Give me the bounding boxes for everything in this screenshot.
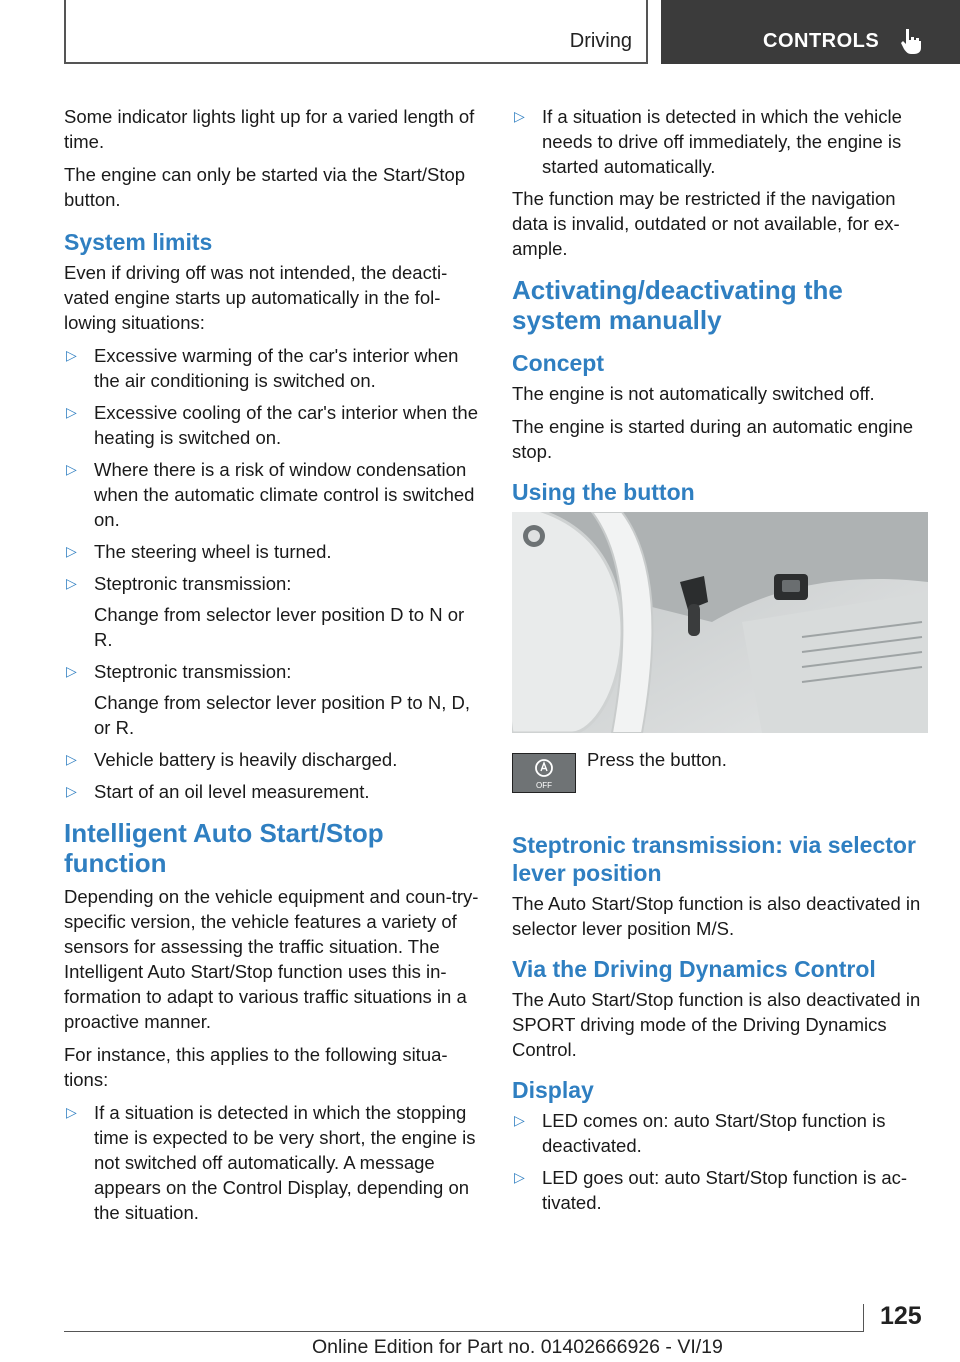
- list-item: ▷ LED goes out: auto Start/Stop function is ac‐tivated.: [514, 1167, 908, 1213]
- footer-divider: [863, 1304, 864, 1332]
- right-column: [512, 104, 928, 1222]
- using-button-heading: Using the button: [512, 479, 695, 505]
- left-column: [64, 104, 480, 1232]
- steptronic-text: The Auto Start/Stop function is also deactivated in selector lever position M/S.: [512, 893, 921, 939]
- list-item: ▷ The steering wheel is turned.: [66, 541, 332, 562]
- bullet-triangle-icon: ▷: [514, 1112, 525, 1128]
- list-item: ▷ If a situation is detected in which the stopping time is expected to be very short, the engine is not switched off automatically. A message appears on the Control Display, depending on the situation.: [66, 1102, 476, 1223]
- system-limits-list: [64, 343, 480, 804]
- bullet-triangle-icon: ▷: [66, 404, 77, 420]
- bullet-triangle-icon: ▷: [66, 783, 77, 799]
- dashboard-photo: [512, 512, 928, 733]
- ddc-text: The Auto Start/Stop function is also deactivated in SPORT driving mode of the Driving Dynamics Control.: [512, 989, 921, 1060]
- intelligent-text: Depending on the vehicle equipment and coun‐try-specific version, the vehicle features a variety of sensors for assessing the traffic situation. The Intelligent Auto Start/Stop function uses this in‐formation to adapt to various traffic situations in a proactive manner.: [64, 886, 479, 1032]
- bullet-triangle-icon: ▷: [66, 663, 77, 679]
- bullet-triangle-icon: ▷: [66, 575, 77, 591]
- header-section-label: Driving: [569, 30, 632, 52]
- system-limits-heading: System limits: [64, 229, 213, 255]
- bullet-triangle-icon: ▷: [66, 461, 77, 477]
- bullet-triangle-icon: ▷: [514, 108, 525, 124]
- concept-text: The engine is started during an automatic engine stop.: [512, 416, 914, 462]
- intelligent-text: For instance, this applies to the following situa‐tions:: [64, 1044, 448, 1090]
- list-item: ▷ Start of an oil level measurement.: [66, 781, 370, 802]
- bullet-triangle-icon: ▷: [514, 1169, 525, 1185]
- list-item: ▷ LED comes on: auto Start/Stop function is deactivated.: [514, 1110, 886, 1156]
- list-item: ▷ Steptronic transmission: Change from selector lever position D to N or R.: [66, 573, 465, 650]
- system-limits-text: Even if driving off was not intended, the deacti‐vated engine starts up automatically in the fol‐lowing situations:: [64, 262, 448, 333]
- display-list: [512, 1108, 928, 1215]
- page-number: 125: [880, 1302, 922, 1330]
- auto-start-stop-off-button-icon: [512, 753, 576, 793]
- intelligent-heading: Intelligent Auto Start/Stop function: [64, 818, 384, 878]
- display-heading: Display: [512, 1077, 594, 1103]
- header-chapter-box: [661, 0, 960, 64]
- list-item: ▷ Vehicle battery is heavily discharged.: [66, 749, 398, 770]
- intro-paragraph: Some indicator lights light up for a varied length of time.: [64, 106, 475, 152]
- intelligent-list: [64, 1100, 480, 1225]
- concept-heading: Concept: [512, 350, 604, 376]
- edition-text: Online Edition for Part no. 01402666926 - VI/19: [312, 1336, 723, 1358]
- concept-text: The engine is not automatically switched off.: [512, 383, 875, 404]
- restriction-text: The function may be restricted if the navigation data is invalid, outdated or not available, for ex‐ample.: [512, 188, 900, 259]
- steptronic-heading: Steptronic transmission: via selector lever position: [512, 832, 916, 886]
- list-item: ▷ Where there is a risk of window condensation when the automatic climate control is switched on.: [66, 459, 475, 530]
- svg-text:OFF: OFF: [536, 781, 552, 790]
- press-button-text: Press the button.: [587, 749, 727, 770]
- header-section-box: [64, 0, 648, 64]
- bullet-triangle-icon: ▷: [66, 347, 77, 363]
- bullet-triangle-icon: ▷: [66, 751, 77, 767]
- list-item: ▷ Excessive cooling of the car's interior when the heating is switched on.: [66, 402, 479, 448]
- list-item: ▷ Steptronic transmission: Change from selector lever position P to N, D, or R.: [66, 661, 470, 738]
- intro-paragraph: The engine can only be started via the Start/Stop button.: [64, 164, 466, 210]
- press-button-row: [512, 749, 928, 817]
- hand-pointer-icon: [897, 26, 927, 56]
- intelligent-list-continued: [512, 104, 928, 179]
- manual-heading: Activating/deactivating the system manually: [512, 275, 843, 335]
- list-item: ▷ If a situation is detected in which the vehicle needs to drive off immediately, the engine is started automatically.: [514, 106, 902, 177]
- list-item: ▷ Excessive warming of the car's interior when the air conditioning is switched on.: [66, 345, 459, 391]
- footer-rule: [64, 1331, 863, 1332]
- header-chapter-label: CONTROLS: [763, 30, 880, 52]
- ddc-heading: Via the Driving Dynamics Control: [512, 956, 876, 982]
- bullet-triangle-icon: ▷: [66, 543, 77, 559]
- bullet-triangle-icon: ▷: [66, 1104, 77, 1120]
